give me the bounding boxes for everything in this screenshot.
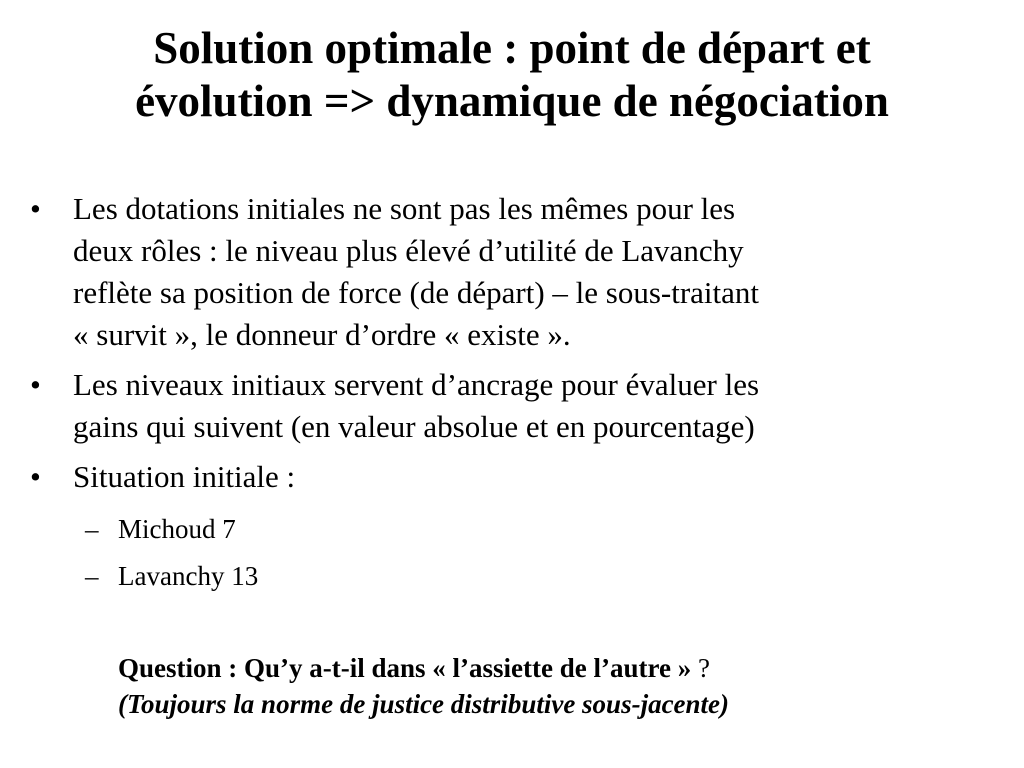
bullet-line: Les niveaux initiaux servent d’ancrage pour évaluer les <box>73 367 760 402</box>
sub-item-lavanchy <box>85 561 258 592</box>
dash-marker: – <box>85 514 99 544</box>
question-mark-text: ? <box>691 653 710 683</box>
bullet-item-dotations <box>30 188 990 356</box>
question-line <box>118 650 998 686</box>
bullet-line: gains qui suivent (en valeur absolue et en pourcentage) <box>73 409 755 444</box>
bullet-item-niveaux <box>30 364 990 448</box>
title-line-1: Solution optimale : point de départ et <box>153 23 871 73</box>
bullet-list <box>30 188 990 506</box>
slide-title <box>20 22 1004 128</box>
dash-marker: – <box>85 561 99 591</box>
sub-item-michoud <box>85 514 258 545</box>
bullet-line: « survit », le donneur d’ordre « existe ». <box>73 317 571 352</box>
sub-item-text: Lavanchy 13 <box>118 561 259 591</box>
bullet-line: Situation initiale : <box>73 459 296 494</box>
bullet-line: reflète sa position de force (de départ) – le sous-traitant <box>73 275 760 310</box>
sub-item-text: Michoud 7 <box>118 514 236 544</box>
bullet-line: Les dotations initiales ne sont pas les mêmes pour les <box>73 191 736 226</box>
bullet-marker: • <box>30 459 41 494</box>
question-bold-text: Question : Qu’y a-t-il dans « l’assiette de l’autre » <box>118 653 692 683</box>
question-block <box>118 650 998 722</box>
bullet-marker: • <box>30 191 41 226</box>
question-italic-note: (Toujours la norme de justice distributive sous-jacente) <box>118 689 730 719</box>
sub-list <box>85 514 258 608</box>
bullet-line: deux rôles : le niveau plus élevé d’utilité de Lavanchy <box>73 233 744 268</box>
title-line-2: évolution => dynamique de négociation <box>135 76 889 126</box>
bullet-item-situation <box>30 456 990 498</box>
bullet-marker: • <box>30 367 41 402</box>
